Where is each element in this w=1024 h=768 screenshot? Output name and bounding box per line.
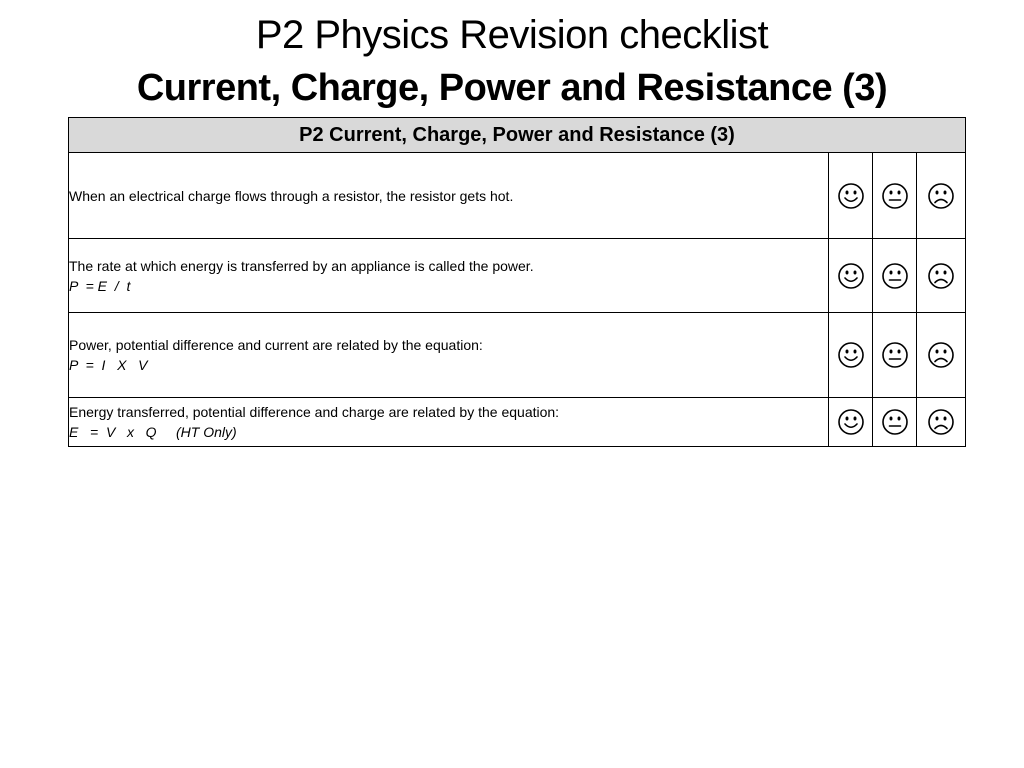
slide-subtitle: Current, Charge, Power and Resistance (3): [136, 67, 888, 109]
equation-text: P = I X V: [69, 357, 148, 373]
equation-text: P = E / t: [69, 277, 131, 294]
neutral-face-icon[interactable]: [873, 182, 916, 210]
neutral-face-icon[interactable]: [873, 341, 916, 369]
not-confident-rating-cell[interactable]: [917, 313, 966, 398]
table-row: [69, 153, 966, 239]
unsure-rating-cell[interactable]: [873, 153, 917, 239]
table-row: [69, 398, 966, 447]
equation-text: E = V x Q (HT Only): [69, 424, 237, 440]
statement-cell: [69, 239, 829, 313]
statement-text: When an electrical charge flows through a resistor, the resistor gets hot.: [69, 187, 514, 204]
unsure-rating-cell[interactable]: [873, 239, 917, 313]
statement-text: The rate at which energy is transferred by an appliance is called the power.: [69, 257, 534, 274]
table-header-row: [69, 118, 966, 153]
not-confident-rating-cell[interactable]: [917, 239, 966, 313]
smiley-face-icon[interactable]: [829, 341, 872, 369]
sad-face-icon[interactable]: [917, 262, 965, 290]
table-header: P2 Current, Charge, Power and Resistance (3): [69, 118, 966, 153]
revision-checklist-table: [68, 117, 966, 447]
statement-text: Energy transferred, potential difference and charge are related by the equation:: [69, 404, 560, 420]
confident-rating-cell[interactable]: [829, 153, 873, 239]
neutral-face-icon[interactable]: [873, 408, 916, 436]
not-confident-rating-cell[interactable]: [917, 153, 966, 239]
sad-face-icon[interactable]: [917, 341, 965, 369]
table-row: [69, 239, 966, 313]
statement-cell: [69, 313, 829, 398]
slide-title: P2 Physics Revision checklist: [255, 13, 769, 57]
table-row: [69, 313, 966, 398]
smiley-face-icon[interactable]: [829, 182, 872, 210]
confident-rating-cell[interactable]: [829, 239, 873, 313]
statement-cell: [69, 398, 829, 447]
neutral-face-icon[interactable]: [873, 262, 916, 290]
smiley-face-icon[interactable]: [829, 262, 872, 290]
statement-text: Power, potential difference and current are related by the equation:: [69, 337, 483, 353]
confident-rating-cell[interactable]: [829, 313, 873, 398]
smiley-face-icon[interactable]: [829, 408, 872, 436]
unsure-rating-cell[interactable]: [873, 313, 917, 398]
confident-rating-cell[interactable]: [829, 398, 873, 447]
sad-face-icon[interactable]: [917, 182, 965, 210]
unsure-rating-cell[interactable]: [873, 398, 917, 447]
slide-title-block: [0, 10, 1024, 116]
not-confident-rating-cell[interactable]: [917, 398, 966, 447]
sad-face-icon[interactable]: [917, 408, 965, 436]
statement-cell: [69, 153, 829, 239]
